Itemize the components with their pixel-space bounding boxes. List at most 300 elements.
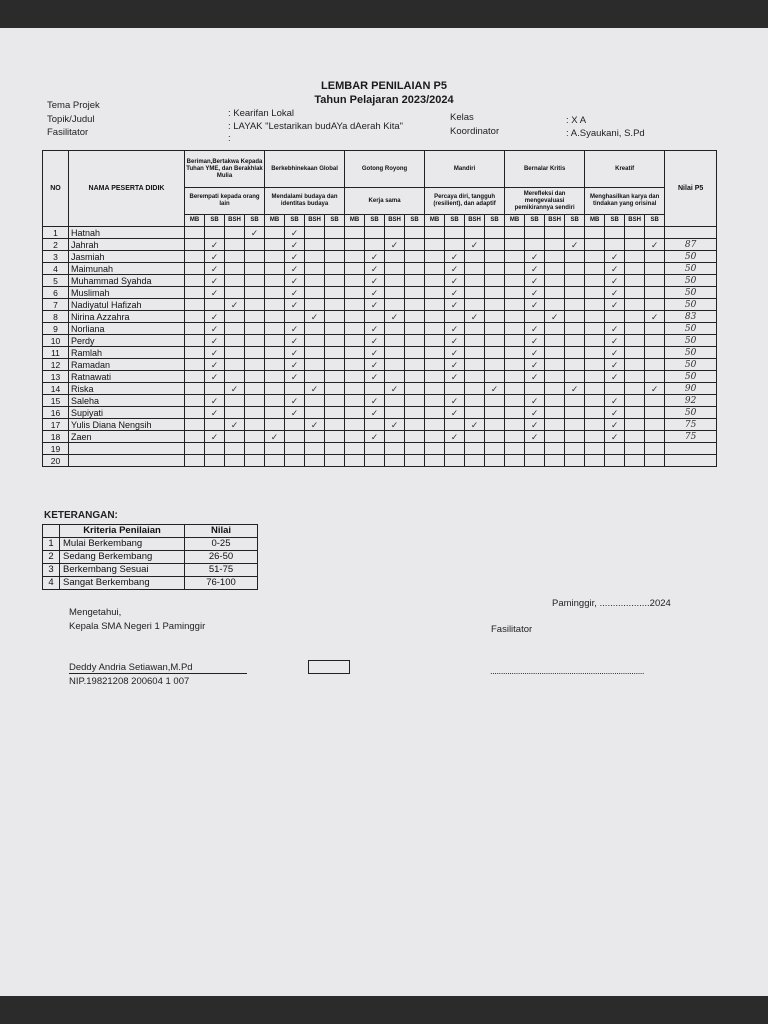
check-mark: ✓ [525,263,545,275]
check-mark: ✓ [525,335,545,347]
level-cell [585,383,605,395]
level-cell [425,419,445,431]
check-mark: ✓ [445,395,465,407]
level-cell [565,419,585,431]
level-cell [425,443,445,455]
level-cell [605,383,625,395]
level-cell [545,395,565,407]
level-cell [565,455,585,467]
criteria-no: 2 [43,551,60,564]
student-name: Jahrah [69,239,185,251]
level-cell [265,311,285,323]
level-cell [385,263,405,275]
level-header: SB [445,215,465,227]
check-mark: ✓ [365,287,385,299]
level-cell [445,227,465,239]
level-cell [225,371,245,383]
level-cell [485,395,505,407]
student-score: 87 [665,239,717,251]
level-cell [645,395,665,407]
level-cell [345,299,365,311]
level-cell [305,359,325,371]
level-cell [185,227,205,239]
dimension-header: Mandiri [425,151,505,188]
check-mark: ✓ [285,407,305,419]
level-cell [225,275,245,287]
check-mark: ✓ [605,299,625,311]
table-row [43,407,717,419]
level-cell [325,359,345,371]
level-header: SB [605,215,625,227]
level-cell [225,251,245,263]
level-cell [265,239,285,251]
check-mark: ✓ [465,239,485,251]
check-mark: ✓ [605,275,625,287]
level-cell [185,239,205,251]
table-row [43,299,717,311]
level-cell [325,383,345,395]
check-mark: ✓ [445,323,465,335]
check-mark: ✓ [525,371,545,383]
row-number: 3 [43,251,69,263]
check-mark: ✓ [605,395,625,407]
check-mark: ✓ [525,359,545,371]
level-cell [225,287,245,299]
student-score: 90 [665,383,717,395]
table-row [43,419,717,431]
level-cell [645,287,665,299]
level-cell [585,239,605,251]
level-cell [565,311,585,323]
check-mark: ✓ [305,383,325,395]
level-cell [185,431,205,443]
level-cell [245,275,265,287]
level-cell [605,227,625,239]
student-score: 92 [665,395,717,407]
level-cell [325,395,345,407]
level-cell [445,455,465,467]
level-cell [645,347,665,359]
check-mark: ✓ [525,251,545,263]
level-cell [325,419,345,431]
level-cell [525,455,545,467]
level-cell [225,227,245,239]
check-mark: ✓ [245,227,265,239]
koordinator-value: : A.Syaukani, S.Pd [566,128,645,139]
level-cell [625,299,645,311]
level-cell [425,455,445,467]
level-header: SB [485,215,505,227]
level-cell [505,311,525,323]
level-cell [325,299,345,311]
level-cell [565,359,585,371]
check-mark: ✓ [605,347,625,359]
criteria-label: Sedang Berkembang [60,551,185,564]
level-header: BSH [305,215,325,227]
check-mark: ✓ [645,311,665,323]
level-cell [425,287,445,299]
level-cell [305,239,325,251]
document-page [0,28,768,996]
check-mark: ✓ [205,263,225,275]
level-cell [565,395,585,407]
check-mark: ✓ [225,419,245,431]
level-cell [505,251,525,263]
check-mark: ✓ [365,263,385,275]
level-cell [425,239,445,251]
level-cell [285,443,305,455]
check-mark: ✓ [385,239,405,251]
level-cell [405,251,425,263]
level-header: SB [325,215,345,227]
level-cell [485,371,505,383]
check-mark: ✓ [605,287,625,299]
check-mark: ✓ [305,419,325,431]
check-mark: ✓ [205,431,225,443]
student-score: 50 [665,251,717,263]
level-cell [225,359,245,371]
kelas-label: Kelas [450,112,474,123]
check-mark: ✓ [285,347,305,359]
check-mark: ✓ [205,251,225,263]
level-cell [185,287,205,299]
place-date: Paminggir, ...................2024 [552,598,671,609]
fasilitator-label: Fasilitator [47,127,89,138]
check-mark: ✓ [525,275,545,287]
level-cell [645,443,665,455]
level-cell [365,443,385,455]
student-name: Ramlah [69,347,185,359]
level-cell [565,275,585,287]
level-header: MB [265,215,285,227]
criteria-no: 4 [43,577,60,590]
element-header: Berempati kepada orang lain [185,188,265,215]
check-mark: ✓ [365,371,385,383]
level-cell [565,335,585,347]
element-header: Menghasilkan karya dan tindakan yang orisinal [585,188,665,215]
level-header: MB [425,215,445,227]
topik-label: Topik/Judul [47,114,95,125]
level-cell [305,335,325,347]
check-mark: ✓ [385,311,405,323]
level-cell [325,263,345,275]
check-mark: ✓ [205,359,225,371]
row-number: 1 [43,227,69,239]
level-cell [425,251,445,263]
criteria-value: 76-100 [185,577,258,590]
level-cell [185,263,205,275]
check-mark: ✓ [225,383,245,395]
level-cell [245,251,265,263]
row-number: 2 [43,239,69,251]
level-cell [345,359,365,371]
table-row [43,371,717,383]
level-cell [585,323,605,335]
level-cell [265,395,285,407]
level-cell [645,275,665,287]
student-name: Yulis Diana Nengsih [69,419,185,431]
level-cell [245,419,265,431]
level-cell [625,323,645,335]
level-header: MB [185,215,205,227]
no-column-header: NO [43,151,69,227]
level-cell [245,407,265,419]
level-cell [185,443,205,455]
level-cell [245,287,265,299]
student-score: 50 [665,323,717,335]
level-cell [605,443,625,455]
criteria-label: Berkembang Sesuai [60,564,185,577]
document-subtitle: Tahun Pelajaran 2023/2024 [314,94,454,106]
student-score: 50 [665,371,717,383]
row-number: 11 [43,347,69,359]
level-cell [345,419,365,431]
check-mark: ✓ [445,371,465,383]
level-cell [585,275,605,287]
student-score: 50 [665,263,717,275]
table-row [43,347,717,359]
check-mark: ✓ [205,371,225,383]
level-cell [585,227,605,239]
check-mark: ✓ [605,335,625,347]
level-cell [505,371,525,383]
value-header: Nilai [185,525,258,538]
level-cell [625,335,645,347]
level-cell [265,227,285,239]
student-score: 83 [665,311,717,323]
criteria-label: Mulai Berkembang [60,538,185,551]
level-cell [565,443,585,455]
level-cell [185,311,205,323]
level-cell [205,227,225,239]
level-cell [425,407,445,419]
criteria-value: 0-25 [185,538,258,551]
level-cell [425,431,445,443]
level-cell [625,371,645,383]
level-cell [325,455,345,467]
level-cell [385,227,405,239]
level-cell [445,443,465,455]
level-cell [225,263,245,275]
check-mark: ✓ [205,407,225,419]
dimension-header: Bernalar Kritis [505,151,585,188]
level-cell [345,347,365,359]
criteria-row [43,564,258,577]
level-cell [185,299,205,311]
level-cell [585,419,605,431]
check-mark: ✓ [445,407,465,419]
level-cell [425,311,445,323]
level-cell [285,419,305,431]
level-cell [505,275,525,287]
level-cell [385,287,405,299]
level-cell [425,323,445,335]
row-number: 4 [43,263,69,275]
level-cell [445,419,465,431]
level-cell [265,251,285,263]
check-mark: ✓ [445,347,465,359]
level-cell [425,359,445,371]
level-cell [365,239,385,251]
level-cell [265,371,285,383]
level-cell [265,275,285,287]
row-number: 7 [43,299,69,311]
score-column-header: Nilai P5 [665,151,717,227]
level-cell [305,287,325,299]
level-cell [505,443,525,455]
check-mark: ✓ [565,239,585,251]
level-cell [485,287,505,299]
level-cell [225,395,245,407]
level-cell [625,359,645,371]
criteria-table [42,524,258,590]
student-name [69,443,185,455]
level-cell [265,299,285,311]
level-cell [485,239,505,251]
criteria-header: Kriteria Penilaian [60,525,185,538]
level-cell [565,227,585,239]
level-header: MB [505,215,525,227]
level-cell [185,323,205,335]
level-cell [245,263,265,275]
level-header: SB [565,215,585,227]
student-score [665,455,717,467]
level-cell [505,395,525,407]
level-cell [625,383,645,395]
check-mark: ✓ [445,275,465,287]
level-cell [625,227,645,239]
level-cell [525,443,545,455]
table-row [43,251,717,263]
level-cell [245,431,265,443]
level-cell [625,395,645,407]
level-cell [505,431,525,443]
level-cell [325,335,345,347]
level-cell [345,323,365,335]
dimension-header: Gotong Royong [345,151,425,188]
level-cell [385,443,405,455]
level-cell [545,287,565,299]
level-cell [245,395,265,407]
level-cell [465,443,485,455]
level-cell [645,227,665,239]
level-cell [245,311,265,323]
level-cell [405,263,425,275]
check-mark: ✓ [365,347,385,359]
level-cell [585,251,605,263]
level-cell [345,239,365,251]
element-header: Kerja sama [345,188,425,215]
level-cell [585,263,605,275]
dimension-header: Kreatif [585,151,665,188]
level-cell [325,287,345,299]
level-cell [325,311,345,323]
level-cell [265,323,285,335]
level-header: SB [525,215,545,227]
student-name: Norliana [69,323,185,335]
level-header: SB [205,215,225,227]
level-cell [465,275,485,287]
level-cell [345,251,365,263]
level-cell [325,251,345,263]
tema-value: : Kearifan Lokal [228,108,295,119]
level-header: SB [365,215,385,227]
criteria-no: 1 [43,538,60,551]
level-cell [405,335,425,347]
check-mark: ✓ [285,227,305,239]
level-cell [625,407,645,419]
check-mark: ✓ [265,431,285,443]
level-cell [265,359,285,371]
student-name: Nadiyatul Hafizah [69,299,185,311]
level-cell [245,347,265,359]
criteria-label: Sangat Berkembang [60,577,185,590]
check-mark: ✓ [605,323,625,335]
level-cell [645,263,665,275]
check-mark: ✓ [525,419,545,431]
level-cell [225,323,245,335]
level-cell [645,455,665,467]
level-cell [625,443,645,455]
level-cell [425,395,445,407]
level-cell [185,359,205,371]
level-cell [265,383,285,395]
check-mark: ✓ [205,287,225,299]
level-cell [645,407,665,419]
check-mark: ✓ [445,251,465,263]
level-cell [265,443,285,455]
level-cell [385,359,405,371]
level-cell [625,419,645,431]
level-cell [405,419,425,431]
level-cell [565,347,585,359]
level-cell [565,251,585,263]
signature-underline [69,673,247,674]
check-mark: ✓ [445,335,465,347]
level-cell [545,419,565,431]
level-cell [545,371,565,383]
level-cell [345,395,365,407]
level-cell [585,347,605,359]
level-cell [345,335,365,347]
level-cell [505,299,525,311]
level-cell [605,455,625,467]
level-cell [325,371,345,383]
level-cell [585,455,605,467]
level-cell [605,239,625,251]
level-cell [445,383,465,395]
level-cell [645,335,665,347]
level-cell [345,443,365,455]
level-cell [505,419,525,431]
level-cell [325,431,345,443]
level-cell [565,371,585,383]
check-mark: ✓ [565,383,585,395]
level-cell [305,347,325,359]
level-cell [185,407,205,419]
level-cell [545,323,565,335]
topik-value: : LAYAK "Lestarikan budAYa dAerah Kita" [228,121,404,132]
level-cell [605,311,625,323]
level-cell [585,371,605,383]
check-mark: ✓ [285,275,305,287]
level-cell [625,287,645,299]
level-cell [345,311,365,323]
level-cell [545,263,565,275]
level-cell [405,275,425,287]
level-cell [425,299,445,311]
level-cell [505,347,525,359]
